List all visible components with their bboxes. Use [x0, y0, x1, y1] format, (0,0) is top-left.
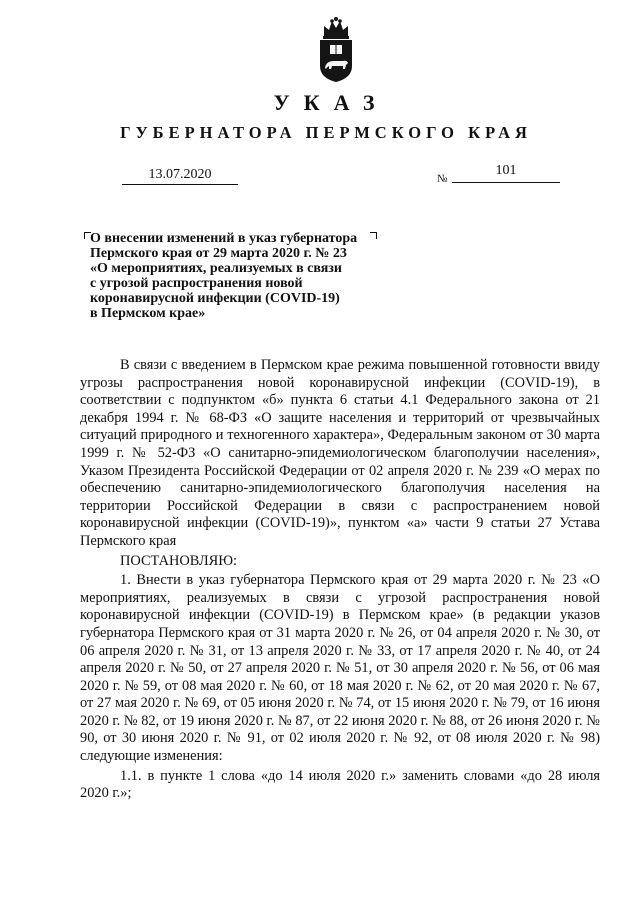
- heading-line: «О мероприятиях, реализуемых в связи: [90, 261, 342, 276]
- heading-line: Пермского края от 29 марта 2020 г. № 23: [90, 246, 347, 261]
- number-prefix: №: [437, 173, 448, 185]
- preamble-paragraph: В связи с введением в Пермском крае режима повышенной готовности ввиду угрозы распространения новой коронавирусной инфекции (COVID-19), в соответствии с подпунктом «б» пункта 6 статьи 4.1 Федерального закона от 21 декабря 1994 г. № 68-ФЗ «О защите населения и территорий от чрезвычайных ситуаций природного и техногенного характера», Федеральным законом от 30 марта 1999 г. № 52-ФЗ «О санитарно-эпидемиологическом благополучии населения», Указом Президента Российской Федерации от 02 апреля 2020 г. № 239 «О мерах по обеспечению санитарно-эпидемиологического благополучия населения на территории Российской Федерации в связи с распространением новой коронавирусной инфекции (COVID-19)», пунктом «а» части 9 статьи 27 Устава Пермского края: [80, 357, 600, 549]
- heading-line: в Пермском крае»: [90, 306, 206, 321]
- document-number: 101: [452, 164, 560, 183]
- clause-1-1-paragraph: 1.1. в пункте 1 слова «до 14 июля 2020 г.» заменить словами «до 28 июля 2020 г.»;: [80, 767, 600, 802]
- document-subtitle: ГУБЕРНАТОРА ПЕРМСКОГО КРАЯ: [120, 123, 532, 142]
- clause-1-paragraph: 1. Внести в указ губернатора Пермского края от 29 марта 2020 г. № 23 «О мероприятиях, реализуемых в связи с угрозой распространения новой коронавирусной инфекции (COVID-19) в Пермском крае» (в редакции указов губернатора Пермского края от 31 марта 2020 г. № 26, от 04 апреля 2020 г. № 30, от 06 апреля 2020 г. № 31, от 13 апреля 2020 г. № 33, от 17 апреля 2020 г. № 40, от 24 апреля 2020 г. № 50, от 27 апреля 2020 г. № 51, от 30 апреля 2020 г. № 56, от 06 мая 2020 г. № 59, от 08 мая 2020 г. № 60, от 18 мая 2020 г. № 62, от 20 мая 2020 г. № 67, от 27 мая 2020 г. № 69, от 05 июня 2020 г. № 74, от 15 июня 2020 г. № 79, от 16 июня 2020 г. № 82, от 19 июня 2020 г. № 87, от 22 июня 2020 г. № 88, от 26 июня 2020 г. № 90, от 30 июня 2020 г. № 91, от 02 июля 2020 г. № 92, от 08 июля 2020 г. № 98) следующие изменения:: [80, 572, 600, 765]
- heading-line: с угрозой распространения новой: [90, 276, 303, 291]
- document-date: 13.07.2020: [122, 168, 238, 185]
- document-body: [80, 357, 600, 805]
- heading-line: коронавирусной инфекции (COVID-19): [90, 291, 340, 306]
- resolve-line: ПОСТАНОВЛЯЮ:: [120, 552, 238, 569]
- heading-line: О внесении изменений в указ губернатора: [90, 231, 358, 246]
- perm-krai-coat-of-arms-icon: [310, 16, 362, 84]
- document-title: УКАЗ: [273, 90, 389, 115]
- document-heading: [90, 231, 390, 321]
